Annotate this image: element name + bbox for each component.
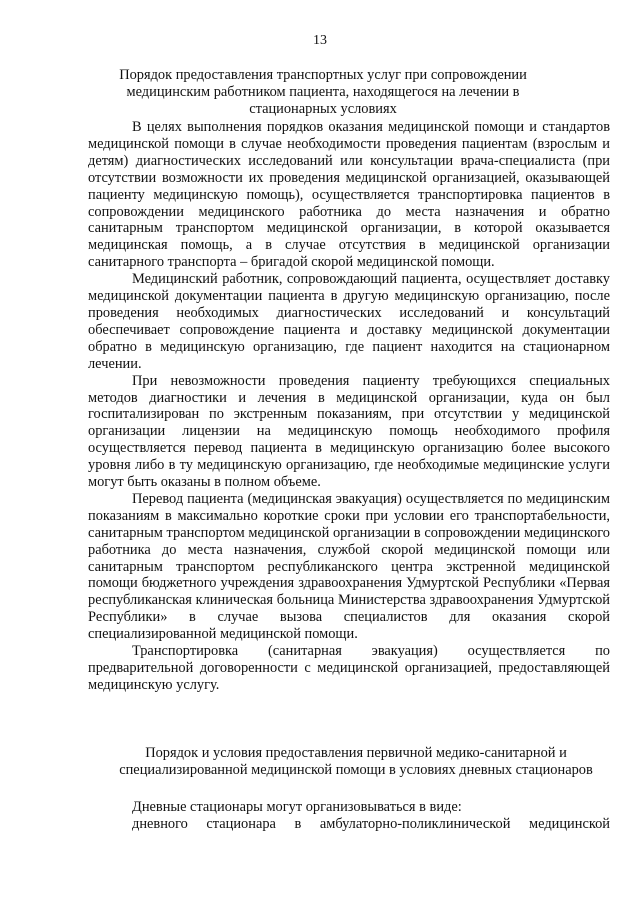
paragraph-day-hospital-forms: Дневные стационары могут организовываться в виде: bbox=[132, 799, 462, 815]
paragraph-medical-evacuation: Перевод пациента (медицинская эвакуация) осуществляется по медицинским показаниям в максимально короткие сроки при условии его транспортабельности, санитарным транспортом медицинской организации в сопровождении медицинского работника до места назначения, службой скорой медицинской помощи или санитарным транспортом республиканского центра экстренной медицинской помощи бюджетного учреждения здравоохранения Удмуртской Республики «Первая республиканская клиническая больница Министерства здравоохранения Удмуртской Республики» в случае вызова специалистов для оказания скорой специализированной медицинской помощи. bbox=[88, 490, 610, 643]
paragraph-transport-purpose: В целях выполнения порядков оказания медицинской помощи и стандартов медицинской помощи в случае необходимости проведения пациентам (взрослым и детям) диагностических исследований или консультации врача-специалиста (при отсутствии возможности их проведения медицинской организацией, оказывающей пациенту медицинскую помощь), осуществляется транспортировка пациентов в сопровождении медицинского работника до места назначения и обратно санитарным транспортом медицинской организации, в которой оказывается медицинская помощь, а в случае отсутствия в медицинской организации санитарного транспорта – бригадой скорой медицинской помощи. bbox=[88, 119, 610, 271]
section-body-day-hospitals bbox=[88, 799, 610, 833]
paragraph-escort-duties: Медицинский работник, сопровождающий пациента, осуществляет доставку медицинской документации пациента в другую медицинскую организацию, после проведения необходимых диагностических исследований и консультаций обеспечивает сопровождение пациента и доставку медицинской документации обратно в медицинскую организацию, где пациент находится на стационарном лечении. bbox=[88, 271, 610, 372]
paragraph-day-hospital-outpatient: дневного стационара в амбулаторно-поликлинической медицинской bbox=[132, 815, 610, 832]
paragraph-sanitary-evacuation: Транспортировка (санитарная эвакуация) осуществляется по предварительной договоренности с медицинской организацией, предоставляющей медицинскую услугу. bbox=[88, 643, 610, 693]
section-body-transport bbox=[88, 119, 610, 694]
page-number: 13 bbox=[313, 33, 327, 48]
section-title-day-hospitals: Порядок и условия предоставления первичной медико-санитарной и специализированной медицинской помощи в условиях дневных стационаров bbox=[119, 745, 593, 778]
paragraph-patient-transfer: При невозможности проведения пациенту требующихся специальных методов диагностики и лечения в медицинской организации, куда он был госпитализирован по экстренным показаниям, при отсутствии у медицинской организации лицензии на медицинскую помощь необходимого профиля осуществляется перевод пациента в медицинскую организацию более высокого уровня либо в ту медицинскую организацию, где необходимые медицинские услуги могут быть оказаны в полном объеме. bbox=[88, 372, 610, 491]
section-title-transport: Порядок предоставления транспортных услуг при сопровождении медицинским работником пациента, находящегося на лечении в стационарных условиях bbox=[119, 67, 527, 117]
